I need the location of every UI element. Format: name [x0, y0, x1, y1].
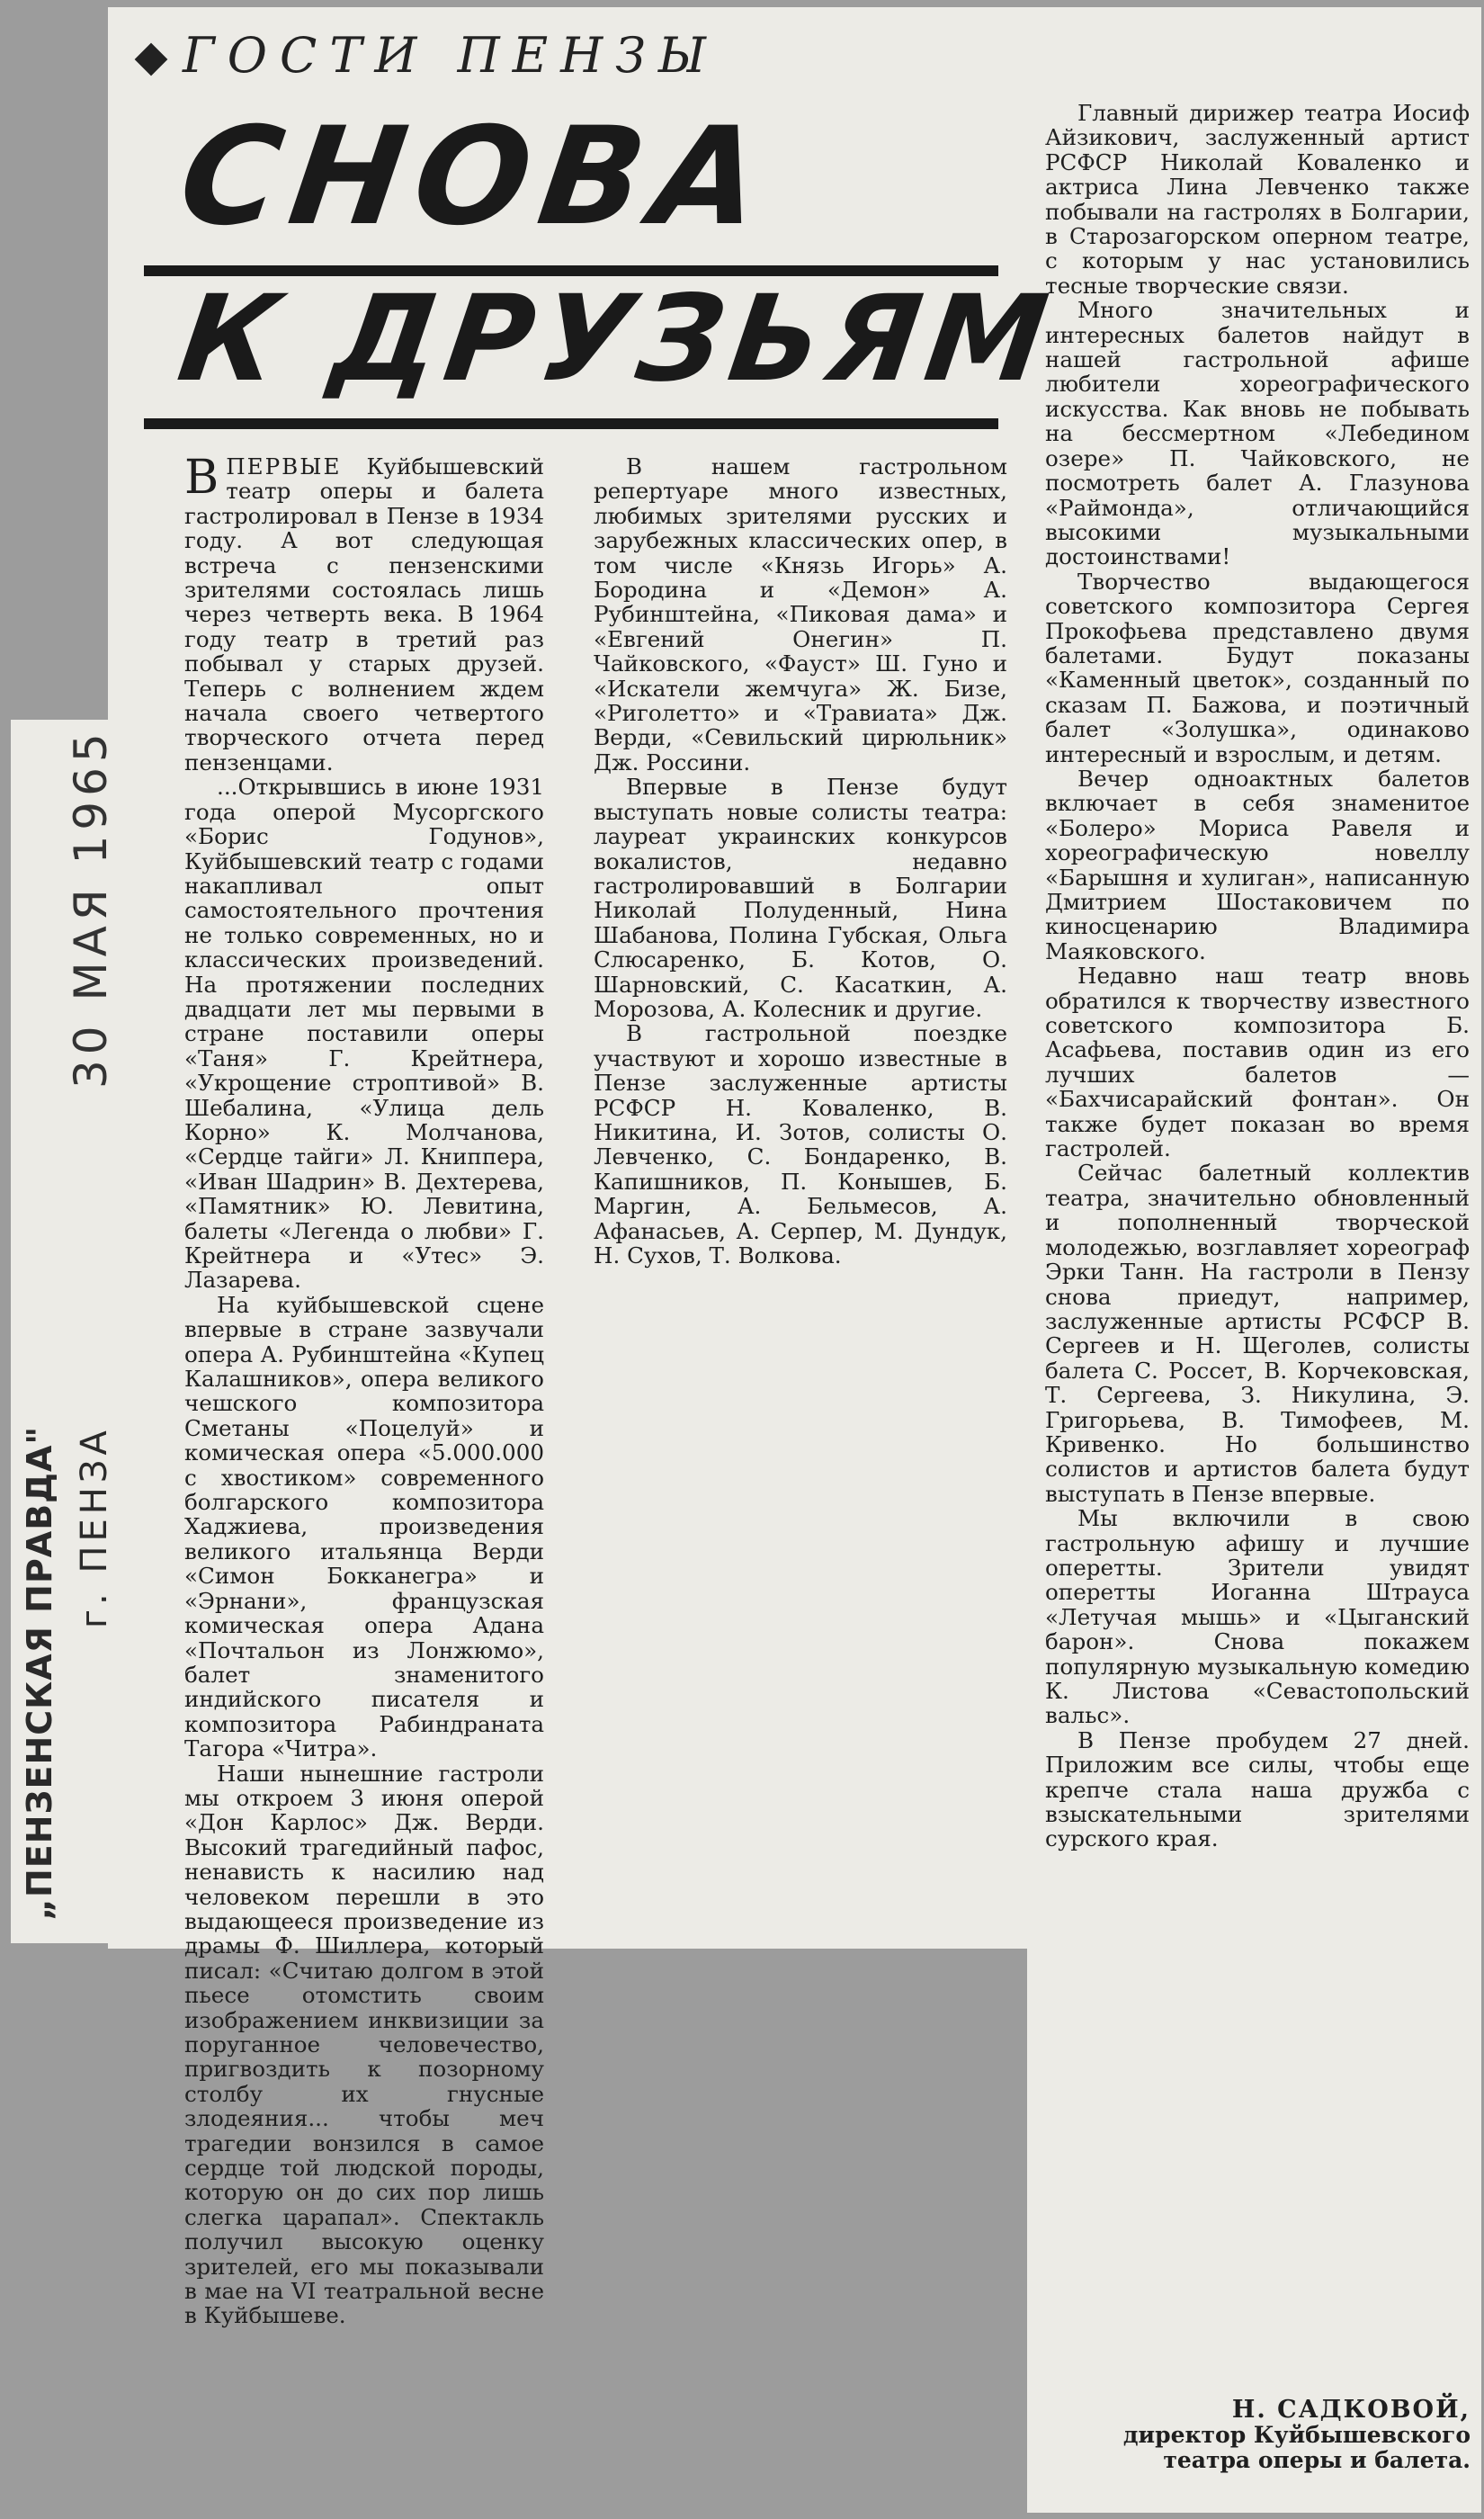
lead-caps: ПЕРВЫЕ	[226, 453, 342, 480]
article-column-3	[1045, 101, 1470, 2341]
paragraph-14: Мы включили в свою гастрольную афишу и лучшие оперетты. Зрители увидят оперетты Иоганна Штрауса «Летучая мышь» и «Цыганский барон». Снова покажем популярную музыкальную комедию К. Листова «Севастопольский вальс».	[1045, 1505, 1470, 1729]
article-column-2	[594, 454, 1007, 1934]
rubric	[139, 27, 719, 84]
paragraph-4: Наши нынешние гастроли мы откроем 3 июня оперой «Дон Карлос» Дж. Верди. Высокий трагедийный пафос, ненависть к насилию над человеком перешли в это выдающееся произведение из драмы Ф. Шиллера, который писал: «Считаю долгом в этой пьесе отомстить своим изображением инквизиции за поруганное человечество, пригвоздить к позорному столбу их гнусные злодеяния... чтобы меч трагедии вонзился в самое сердце той людской породы, которую он до сих пор лишь слегка царапал». Спектакль получил высокую оценку зрителей, его мы показывали в мае на VI театральной весне в Куйбышеве.	[184, 1760, 544, 2329]
author-name: Н. САДКОВОЙ,	[1231, 2396, 1471, 2424]
paragraph-10: Творчество выдающегося советского композитора Сергея Прокофьева представлено двумя балетами. Будут показаны «Каменный цветок», созданный по сказам П. Бажова, и поэтичный балет «Золушка», одинаково интересный и взрослым, и детям.	[1045, 568, 1470, 767]
article-column-1	[184, 451, 544, 2329]
newspaper-name-stamp: „ПЕНЗЕНСКАЯ ПРАВДА"	[20, 1425, 59, 1921]
headline-rule-bottom	[144, 418, 998, 429]
diamond-bullet-icon	[135, 43, 168, 76]
author-title: директор Куйбышевского театра оперы и балета.	[1122, 2422, 1471, 2473]
signature-block	[1066, 2398, 1471, 2473]
paragraph-1	[184, 451, 544, 775]
paragraph-7: В гастрольной поездке участвуют и хорошо известные в Пензе заслуженные артисты РСФСР Н. Коваленко, В. Никитина, И. Зотов, солисты О. Левченко, С. Бондаренко, В. Капишников, П. Конышев, Б. Маргин, А. Бельмесов, А. Афанасьев, А. Серпер, М. Дундук, Н. Сухов, Т. Волкова.	[594, 1020, 1007, 1268]
city-stamp: г. ПЕНЗА	[74, 1426, 115, 1628]
paragraph-6: Впервые в Пензе будут выступать новые солисты театра: лауреат украинских конкурсов вокалистов, недавно гастролировавший в Болгарии Николай Полуденный, Нина Шабанова, Полина Губская, Ольга Слюсаренко, Б. Котов, О. Шарновский, С. Касаткин, А. Морозова, А. Колесник и другие.	[594, 774, 1007, 1022]
paragraph-8: Главный дирижер театра Иосиф Айзикович, заслуженный артист РСФСР Николай Коваленко и актриса Лина Левченко также побывали на гастролях в Болгарии, в Старозагорском оперном театре, с которым у нас установились тесные творческие связи.	[1045, 100, 1470, 299]
paragraph-2: ...Открывшись в июне 1931 года оперой Мусоргского «Борис Годунов», Куйбышевский театр с годами накапливал опыт самостоятельного прочтения не только современных, но и классических произведений. На протяжении последних двадцати лет мы первыми в стране поставили оперы «Таня» Г. Крейтнера, «Укрощение строптивой» В. Шебалина, «Улица дель Корно» К. Молчанова, «Сердце тайги» Л. Книппера, «Иван Шадрин» В. Дехтерева, «Памятник» Ю. Левитина, балеты «Легенда о любви» Г. Крейтнера и «Утес» Э. Лазарева.	[184, 774, 544, 1294]
paragraph-12: Недавно наш театр вновь обратился к творчеству известного советского композитора Б. Асафьева, поставив один из его лучших балетов — «Бахчисарайский фонтан». Он также будет показан во время гастролей.	[1045, 963, 1470, 1162]
date-stamp: 30 МАЯ 1965	[65, 728, 117, 1089]
drop-cap: В	[184, 451, 219, 505]
paragraph-11: Вечер одноактных балетов включает в себя знаменитое «Болеро» Мориса Равеля и хореографическую новеллу «Барышня и хулиган», написанную Дмитрием Шостаковичем по киносценарию Владимира Маяковского.	[1045, 765, 1470, 964]
headline-line-1: СНОВА	[171, 99, 782, 255]
paragraph-1-text: Куйбышевский театр оперы и балета гастролировал в Пензе в 1934 году. А вот следующая встреча с пензенскими зрителями состоялась лишь через четверть века. В 1964 году театр в третий раз побывал у старых друзей. Теперь с волнением ждем начала своего четвертого творческого отчета перед пензенцами.	[184, 453, 544, 775]
paragraph-13: Сейчас балетный коллектив театра, значительно обновленный и пополненный творческой молодежью, возглавляет хореограф Эрки Танн. На гастроли в Пензу снова приедут, например, заслуженные артисты РСФСР В. Сергеев и Н. Щеголев, солисты балета С. Россет, В. Корчековская, Т. Сергеева, З. Никулина, Э. Григорьева, В. Тимофеев, М. Кривенко. Но большинство солистов и артистов балета будут выступать в Пензе впервые.	[1045, 1160, 1470, 1507]
paragraph-3: На куйбышевской сцене впервые в стране зазвучали опера А. Рубинштейна «Купец Калашников», опера великого чешского композитора Сметаны «Поцелуй» и комическая опера «5.000.000 с хвостиком» современного болгарского композитора Хаджиева, произведения великого итальянца Верди «Симон Бокканегра» и «Эрнани», французская комическая опера Адана «Почтальон из Лонжюмо», балет знаменитого индийского писателя и композитора Рабиндраната Тагора «Читра».	[184, 1291, 544, 1762]
paragraph-5: В нашем гастрольном репертуаре много известных, любимых зрителями русских и зарубежных классических опер, в том числе «Князь Игорь» А. Бородина и «Демон» А. Рубинштейна, «Пиковая дама» и «Евгений Онегин» П. Чайковского, «Фауст» Ш. Гуно и «Искатели жемчуга» Ж. Бизе, «Риголетто» и «Травиата» Дж. Верди, «Севильский цирюльник» Дж. Россини.	[594, 453, 1007, 775]
paragraph-15: В Пензе пробудем 27 дней. Приложим все силы, чтобы еще крепче стала наша дружба с взыскательными зрителями сурского края.	[1045, 1726, 1470, 1852]
headline-line-2: К ДРУЗЬЯМ	[171, 270, 1062, 408]
paragraph-9: Много значительных и интересных балетов найдут в нашей гастрольной афише любители хореографического искусства. Как вновь не побывать на бессмертном «Лебедином озере» П. Чайковского, не посмотреть балет А. Глазунова «Раймонда», отличающийся высокими музыкальными достоинствами!	[1045, 297, 1470, 570]
rubric-text: ГОСТИ ПЕНЗЫ	[183, 27, 719, 84]
